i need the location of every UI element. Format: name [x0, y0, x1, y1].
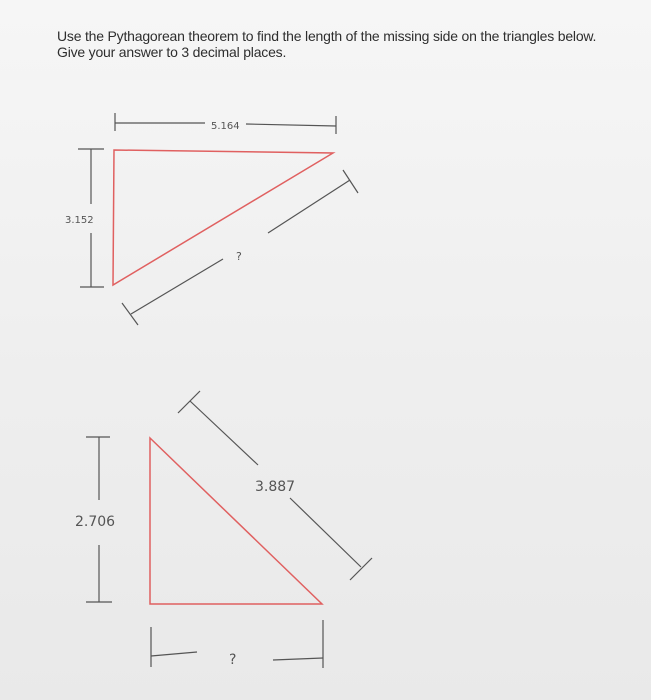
triangle-2-bottom-label: ?	[229, 652, 237, 668]
triangle-2-left-label: 2.706	[75, 514, 116, 530]
instructions-line-2: Give your answer to 3 decimal places.	[57, 44, 287, 60]
triangle-1-left-label: 3.152	[65, 215, 94, 226]
triangle-1-hypotenuse-dimension	[122, 170, 358, 325]
instructions-line-1: Use the Pythagorean theorem to find the length of the missing side on the triangles below.	[57, 28, 597, 44]
triangle-1	[65, 113, 358, 325]
triangle-1-top-label: 5.164	[211, 121, 240, 132]
triangle-2-shape	[150, 438, 322, 604]
triangle-1-hypotenuse-label: ?	[236, 250, 242, 263]
triangle-2	[75, 391, 372, 668]
triangle-1-shape	[113, 150, 333, 285]
triangle-2-hypotenuse-label: 3.887	[255, 479, 296, 495]
triangle-2-bottom-dimension	[151, 620, 323, 668]
